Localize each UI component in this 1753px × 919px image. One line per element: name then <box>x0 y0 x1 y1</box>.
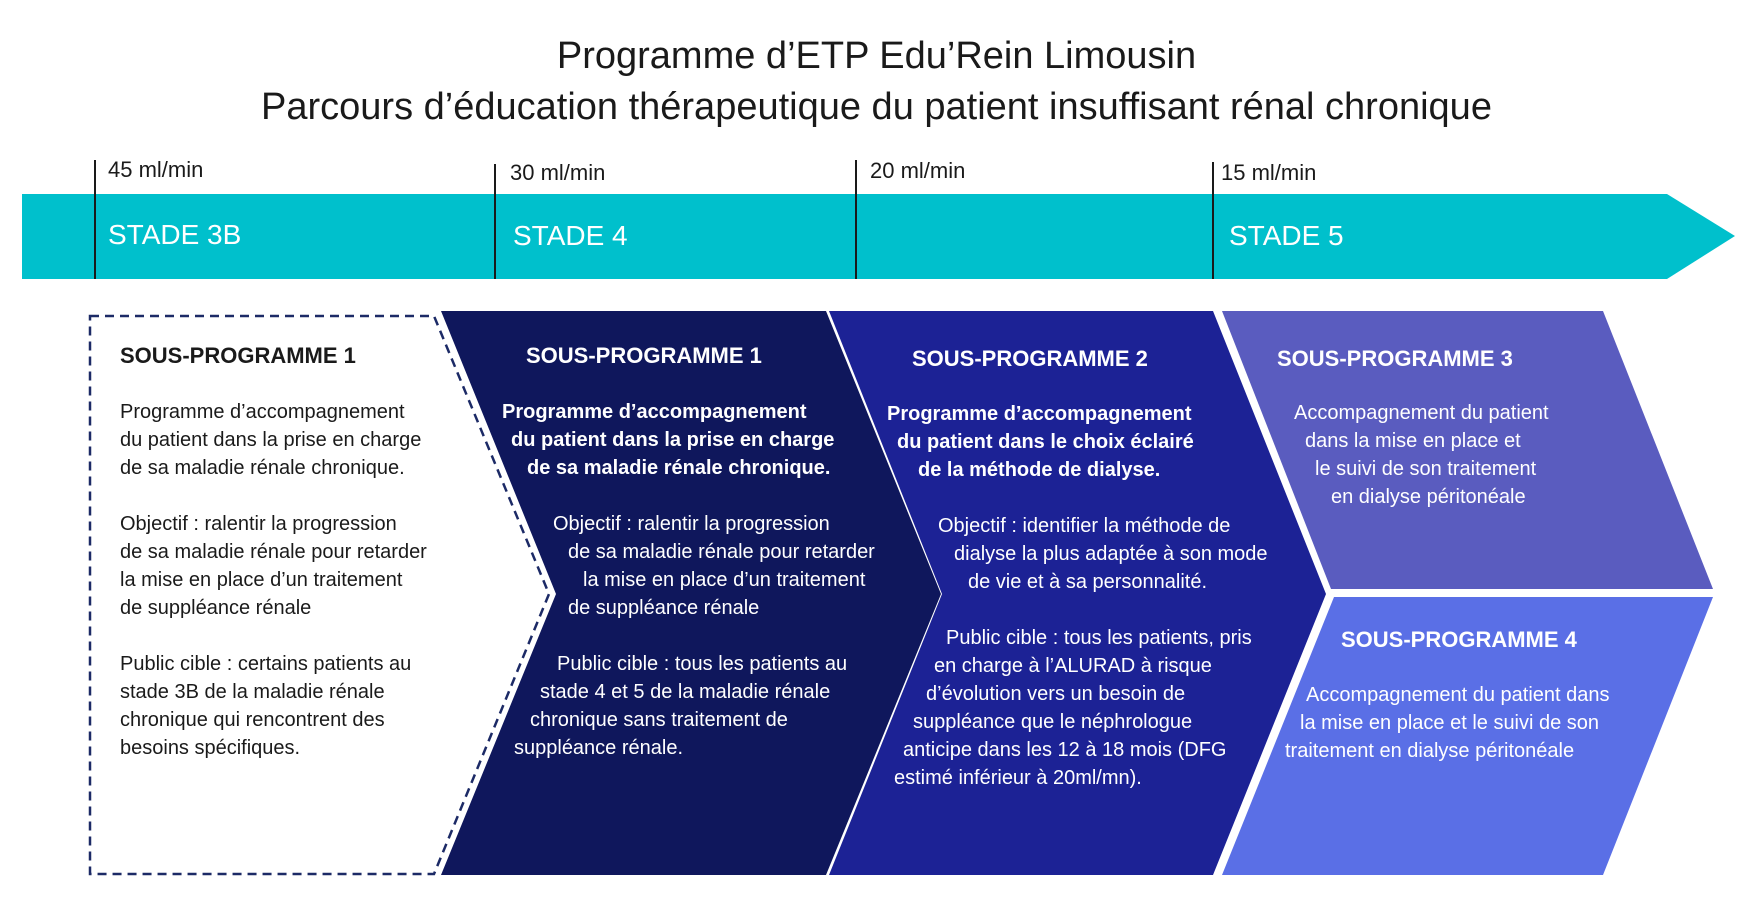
card-title-sous-programme-4: SOUS-PROGRAMME 4 <box>1341 627 1577 652</box>
card-text-line: Programme d’accompagnement <box>120 401 405 423</box>
card-text-line: du patient dans la prise en charge <box>120 429 422 451</box>
card-text-line: stade 4 et 5 de la maladie rénale <box>540 681 831 703</box>
card-text-line: en charge à l’ALURAD à risque <box>934 655 1212 677</box>
card-text-line: suppléance que le néphrologue <box>913 711 1193 733</box>
card-text-line: Programme d’accompagnement <box>887 403 1192 425</box>
card-text-line: du patient dans le choix éclairé <box>897 431 1194 453</box>
card-text-line: traitement en dialyse péritonéale <box>1285 740 1575 762</box>
card-text-line: Objectif : ralentir la progression <box>553 513 830 535</box>
card-text-line: besoins spécifiques. <box>120 737 301 759</box>
card-text-line: d’évolution vers un besoin de <box>926 683 1186 705</box>
card-text-line: Programme d’accompagnement <box>502 401 807 423</box>
card-text-line: la mise en place d’un traitement <box>120 569 403 591</box>
diagram-title: Programme d’ETP Edu’Rein Limousin <box>556 35 1197 77</box>
card-text-line: du patient dans la prise en charge <box>511 429 835 451</box>
card-text-line: le suivi de son traitement <box>1315 458 1537 480</box>
stage-label-3b: STADE 3B <box>108 219 242 250</box>
card-text-line: Objectif : identifier la méthode de <box>938 515 1231 537</box>
card-text-line: de vie et à sa personnalité. <box>968 571 1208 593</box>
stage-label-5: STADE 5 <box>1229 220 1344 251</box>
card-text-line: Public cible : certains patients au <box>120 653 412 675</box>
card-text-line: de sa maladie rénale chronique. <box>120 457 405 479</box>
card-text-line: Objectif : ralentir la progression <box>120 513 397 535</box>
stage-label-4: STADE 4 <box>513 220 628 251</box>
card-text-line: anticipe dans les 12 à 18 mois (DFG <box>903 739 1227 761</box>
card-title-sous-programme-3: SOUS-PROGRAMME 3 <box>1277 346 1513 371</box>
card-text-line: de la méthode de dialyse. <box>918 459 1161 481</box>
card-text-line: estimé inférieur à 20ml/mn). <box>894 767 1142 789</box>
diagram-subtitle: Parcours d’éducation thérapeutique du patient insuffisant rénal chronique <box>261 86 1492 128</box>
card-title-stade-3b: SOUS-PROGRAMME 1 <box>120 343 356 368</box>
card-text-line: chronique qui rencontrent des <box>120 709 385 731</box>
card-text-line: de suppléance rénale <box>568 597 760 619</box>
card-text-line: de sa maladie rénale chronique. <box>527 457 831 479</box>
card-text-line: suppléance rénale. <box>514 737 684 759</box>
card-text-line: chronique sans traitement de <box>530 709 788 731</box>
card-text-line: en dialyse péritonéale <box>1331 486 1526 508</box>
card-text-line: de sa maladie rénale pour retarder <box>120 541 427 563</box>
timeline-arrow <box>22 194 1735 279</box>
card-title-sous-programme-2: SOUS-PROGRAMME 2 <box>912 346 1148 371</box>
rate-label-45: 45 ml/min <box>108 157 204 182</box>
card-text-line: de sa maladie rénale pour retarder <box>568 541 875 563</box>
card-text-line: Public cible : tous les patients, pris <box>946 627 1252 649</box>
card-text-line: la mise en place d’un traitement <box>583 569 866 591</box>
rate-label-30: 30 ml/min <box>510 160 606 185</box>
card-text-line: Accompagnement du patient <box>1294 402 1549 424</box>
rate-label-20: 20 ml/min <box>870 158 966 183</box>
card-text-line: dans la mise en place et <box>1305 430 1521 452</box>
card-text-line: stade 3B de la maladie rénale <box>120 681 385 703</box>
card-text-line: Public cible : tous les patients au <box>557 653 848 675</box>
card-text-line: de suppléance rénale <box>120 597 312 619</box>
card-title-sous-programme-1: SOUS-PROGRAMME 1 <box>526 343 762 368</box>
card-text-line: dialyse la plus adaptée à son mode <box>954 543 1268 565</box>
card-text-line: la mise en place et le suivi de son <box>1300 712 1600 734</box>
card-text-line: Accompagnement du patient dans <box>1306 684 1610 706</box>
rate-label-15: 15 ml/min <box>1221 160 1317 185</box>
